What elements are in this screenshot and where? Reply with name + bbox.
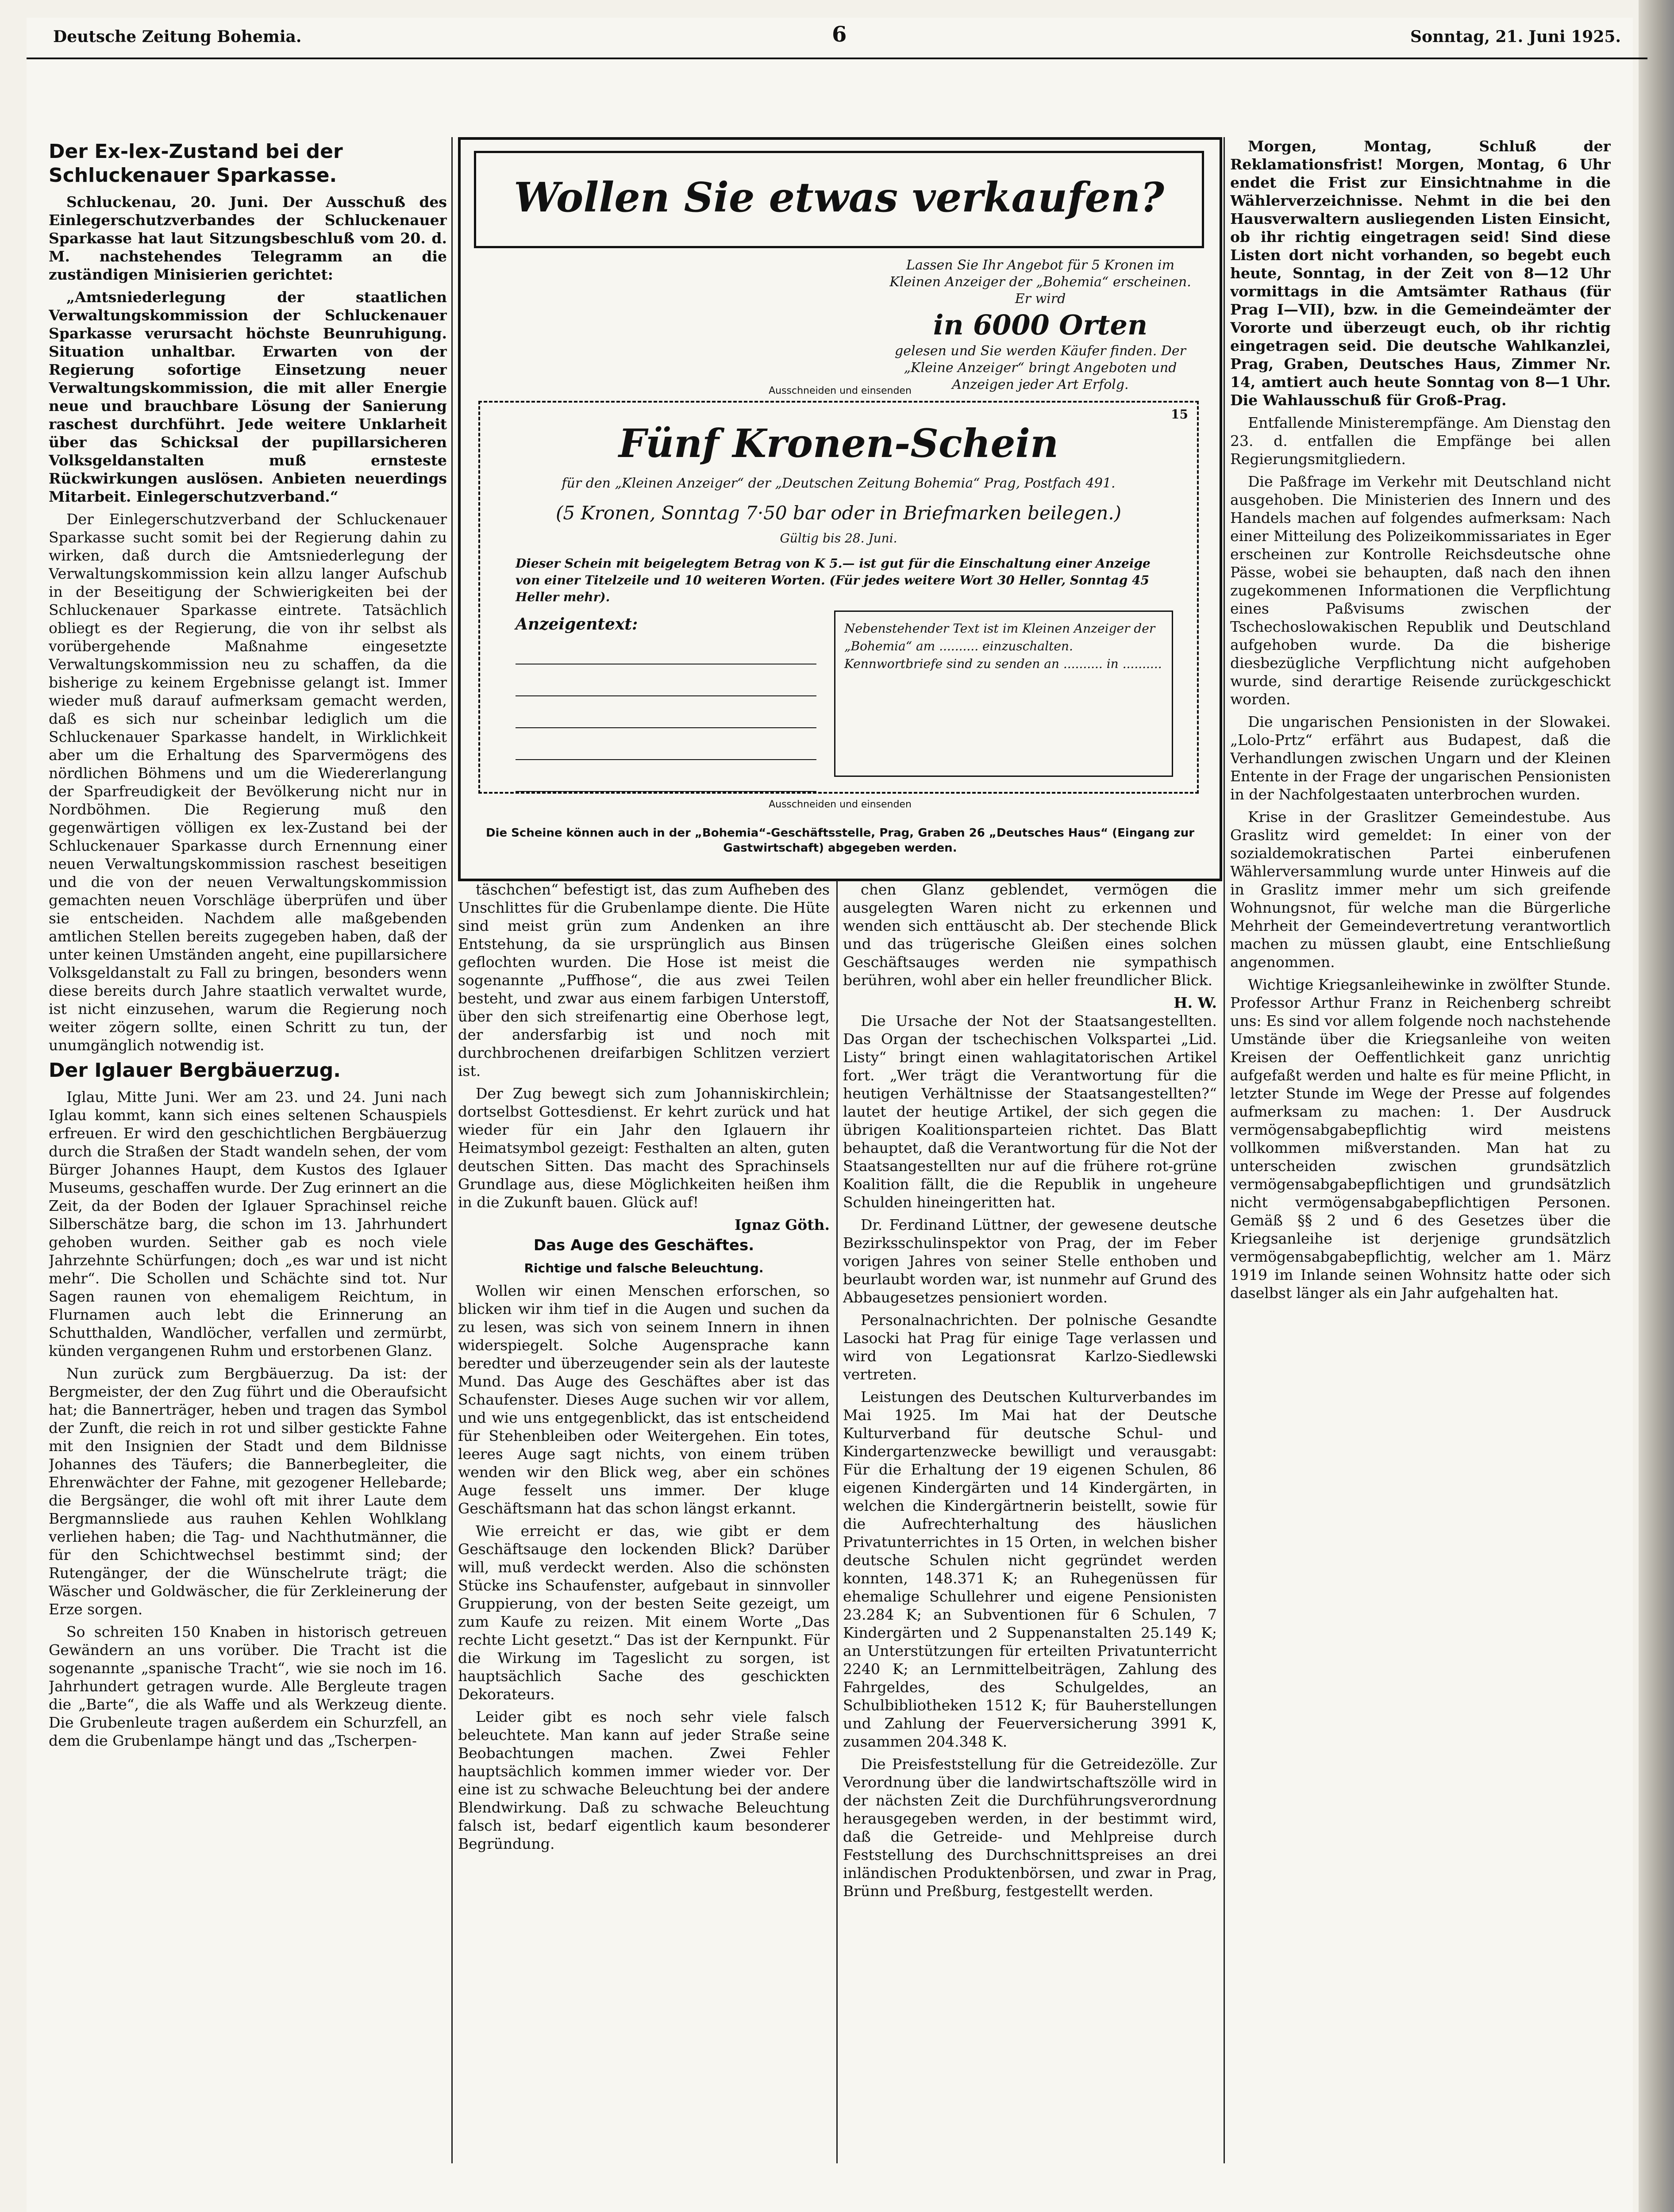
article-paragraph: Leider gibt es noch sehr viele falsch beleuchtete. Man kann auf jeder Straße seine Beobachtungen machen. Zwei Fehler hauptsächlich kommen immer wieder vor. Der eine ist zu schwache Beleuchtung bei der andere Blendwirkung. Daß zu schwache Beleuchtung falsch ist, bedarf eigentlich kaum besonderer Begründung.: [458, 1708, 830, 1852]
coupon-sidebox: [834, 611, 1173, 777]
ad-headline: Wollen Sie etwas verkaufen?: [474, 151, 1204, 248]
issue-date: Sonntag, 21. Juni 1925.: [1410, 27, 1621, 46]
coupon-validity: Gültig bis 28. Juni.: [780, 531, 897, 545]
column-rule: [1224, 137, 1225, 2163]
article-paragraph: Morgen, Montag, Schluß der Reklamationsfrist! Morgen, Montag, 6 Uhr endet die Frist zur Einsichtnahme in die Wählerverzeichnisse. Nehmt in die bei den Hausverwaltern ausliegenden Listen Einsicht, ob ihr richtig eingetragen seid! Sind diese Listen dort nicht vorhanden, so begebt euch heute, Sonntag, in der Zeit von 8—12 Uhr vormittags in die Amtsämter Rathaus (für Prag I—VII), bzw. in die Gemeindeämter der Vororte und überzeugt euch, ob ihr richtig eingetragen seid. Die deutsche Wahlkanzlei, Prag, Graben, Deutsches Haus, Zimmer Nr. 14, amtiert auch heute Sonntag von 8—1 Uhr. Die Wahlausschuß für Groß-Prag.: [1230, 138, 1611, 409]
article-paragraph: Iglau, Mitte Juni. Wer am 23. und 24. Juni nach Iglau kommt, kann sich eines seltenen Schauspiels erfreuen. Er wird den geschichtlichen Bergbäuerzug durch die Straßen der Stadt wandeln sehen, der vom Bürger Johannes Haupt, dem Kustos des Iglauer Museums, geschaffen wurde. Der Zug erinnert an die Zeit, da der Boden der Iglauer Sprachinsel reiche Silberschätze barg, die schon im 13. Jahrhundert gehoben wurden. Seither gab es noch viele Jahrzehnte Schürfungen; doch „es war und ist nicht mehr“. Die Schollen und Schächte sind tot. Nur Sagen raunen von ehemaligem Reichtum, in Flurnamen auch lebt die Erinnerung an Schutthalden, Wandlöcher, verfallen und zermürbt, künden vergangenen Ruhm und erstorbenen Glanz.: [49, 1088, 447, 1359]
article-paragraph: Der Einlegerschutzverband der Schluckenauer Sparkasse sucht somit bei der Regierung dahin zu wirken, daß durch die Amtsniederlegung der Verwaltungskommission kein allzu langer Aufschub in der Beseitigung der Schwierigkeiten bei der Schluckenauer Sparkasse eintrete. Tatsächlich obliegt es der Regierung, die von ihr selbst als vorübergehende Maßnahme eingesetzte Verwaltungskommission neu zu schaffen, da die bisherige zu keinem Ergebnisse gelangt ist. Immer wieder muß darauf aufmerksam gemacht werden, daß es sich nur scheinbar lediglich um die Schluckenauer Sparkasse handelt, in Wirklichkeit aber um die Erhaltung des Sparvermögens des nördlichen Böhmens und um die Wiedererlangung der Sparfreudigkeit der Bevölkerung nicht nur in Nordböhmen. Die Regierung muß den gegenwärtigen völligen ex lex-Zustand bei der Schluckenauer Sparkasse durch Ernennung einer neuen Verwaltungskommission raschest beseitigen und die von der neuen Verwaltungskommission gemachten neuen Vorschläge überprüfen und über sie entscheiden. Nachdem alle maßgebenden amtlichen Stellen bereits zugegeben haben, daß der unter keinen Umständen angeht, eine pupillarsichere Volksgeldanstalt zu Fall zu bringen, besonders wenn diese bereits durch Jahre staatlich verwaltet wurde, ist nicht einzusehen, warum die Regierung noch weiter zögern sollte, einen Schritt zu tun, der unumgänglich notwendig ist.: [49, 511, 447, 1054]
article-paragraph: So schreiten 150 Knaben in historisch getreuen Gewändern an uns vorüber. Die Tracht ist die sogenannte „spanische Tracht“, wie sie noch im 16. Jahrhundert getragen wurde. Alle Bergleute tragen die „Barte“, die als Waffe und als Werkzeug diente. Die Grubenleute tragen außerdem ein Schurzfell, an dem die Grubenlampe hängt und das „Tscherpen-: [49, 1623, 447, 1749]
article-paragraph: Schluckenau, 20. Juni. Der Ausschuß des Einlegerschutzverbandes der Schluckenauer Sparkasse hat laut Sitzungsbeschluß vom 20. d. M. nachstehendes Telegramm an die zuständigen Minisierien gerichtet:: [49, 193, 447, 283]
ad-text-label: Anzeigentext:: [516, 615, 638, 634]
author-signature: Ignaz Göth.: [734, 1216, 830, 1233]
coupon: [478, 401, 1199, 794]
paper-name: Deutsche Zeitung Bohemia.: [53, 27, 302, 46]
write-line: [516, 696, 816, 728]
article-headline: Der Iglauer Bergbäuerzug.: [49, 1059, 341, 1082]
article-paragraph: Personalnachrichten. Der polnische Gesandte Lasocki hat Prag für einige Tage verlassen und wird von Legationsrat Karlzo-Siedlewski vertreten.: [843, 1311, 1217, 1383]
ad-note: Die Scheine können auch in der „Bohemia“-Geschäftsstelle, Prag, Graben 26 „Deutsches Haus“ (Eingang zur Gastwirtschaft) abgegeben werden.: [485, 826, 1195, 855]
article-paragraph: Entfallende Ministerempfänge. Am Dienstag den 23. d. entfallen die Empfänge bei allen Regierungsmitgliedern.: [1230, 414, 1611, 468]
page-number: 6: [832, 22, 847, 47]
sidebox-text: Nebenstehender Text ist im Kleinen Anzeiger der „Bohemia“ am .......... einzuschalten. Kennwortbriefe sind zu senden an .......... in ..........: [844, 621, 1162, 671]
article-paragraph: Wollen wir einen Menschen erforschen, so blicken wir ihm tief in die Augen und suchen da zu lesen, was sich von seinem Innern in ihnen widerspiegelt. Solche Augensprache kann beredter und überzeugender sein als der lauteste Mund. Das Auge des Geschäftes aber ist das Schaufenster. Dieses Auge suchen wir vor allem, und wie uns entgegenblickt, das ist entscheidend für Stehenbleiben oder Weitergehen. Ein totes, leeres Auge sagt nichts, von einem trüben wenden wir den Blick weg, aber ein schönes Auge fesselt uns immer. Der kluge Geschäftsmann hat das schon längst erkannt.: [458, 1282, 830, 1517]
article-paragraph: Die Ursache der Not der Staatsangestellten. Das Organ der tschechischen Volkspartei „Lid. Listy“ bringt einen wahlagitatorischen Artikel fort. „Wer trägt die Verantwortung für die heutigen Verhältnisse der Staatsangestellten?“ lautet der heutige Artikel, der sich gegen die übrigen Koalitionsparteien richtet. Das Blatt behauptet, daß die Verantwortung für die Not der Staatsangestellten nur auf die frühere rot-grüne Koalition fällt, die die Republik in ungeheure Schulden hineingeritten hat.: [843, 1012, 1217, 1211]
article-paragraph: Leistungen des Deutschen Kulturverbandes im Mai 1925. Im Mai hat der Deutsche Kulturverband für deutsche Schul- und Kindergartenzwecke bewilligt und verausgabt: Für die Erhaltung der 19 eigenen Schulen, 86 eigenen Kindergärten und 14 Kindergärten, in welchen die Kindergärtnerin beistellt, sowie für die Aufrechterhaltung des häuslichen Privatunterrichtes in 15 Orten, in welchen bisher deutsche Schulen nicht gegründet werden konnten, 148.371 K; an Ruhegenüssen für ehemalige Schullehrer und eigene Pensionisten 23.284 K; an Subventionen für 6 Schulen, 7 Kindergärten und 2 Suppenanstalten 25.149 K; an Unterstützungen für erteilten Privatunterricht 2240 K; an Lernmittelbeiträgen, Zahlung des Fahrgeldes, des Schulgeldes, an Schulbibliotheken 1512 K; für Bauherstellungen und Zahlung der Feuerversicherung 3991 K, zusammen 204.348 K.: [843, 1388, 1217, 1750]
column-4: [1230, 137, 1611, 2163]
article-paragraph: Die ungarischen Pensionisten in der Slowakei. „Lolo-Prtz“ erfährt aus Budapest, daß die Verhandlungen zwischen Ungarn und der Kleinen Entente in der Frage der ungarischen Pensionisten in der Nachfolgestaaten unterbrochen wurden.: [1230, 713, 1611, 803]
article-paragraph: täschchen“ befestigt ist, das zum Aufheben des Unschlittes für die Grubenlampe diente. Die Hüte sind meist grün zum Andenken an ihre Entstehung, da sie ursprünglich aus Binsen geflochten wurden. Die Hose ist meist die sogenannte „Puffhose“, die aus zwei Teilen besteht, und zwar aus einem farbigen Unterstoff, über den sich streifenartig eine Oberhose legt, der andersfarbig ist und noch mit durchbrochenen dreifarbigen Schlitzen verziert ist.: [458, 881, 830, 1079]
coupon-number: 15: [1171, 407, 1188, 422]
write-line: [516, 728, 816, 760]
column-rule: [451, 137, 453, 2163]
ad-intro-tail: gelesen und Sie werden Käufer finden. Der „Kleine Anzeiger“ bringt Angeboten und Anzeigen jeder Art Erfolg.: [895, 343, 1186, 392]
article-paragraph: chen Glanz geblendet, vermögen die ausgelegten Waren nicht zu erkennen und wenden sich enttäuscht ab. Der stechende Blick und das trügerische Gleißen eines solchen Geschäftsauges werden nie sympathisch berühren, wohl aber ein heller freundlicher Blick.: [843, 881, 1217, 989]
article-headline: Das Auge des Geschäftes.: [533, 1237, 754, 1254]
article-paragraph: Wie erreicht er das, wie gibt er dem Geschäftsauge den lockenden Blick? Darüber will, muß verdeckt werden. Also die schönsten Stücke ins Schaufenster, aufgebaut in sinnvoller Gruppierung, von der besten Seite gezeigt, um zum Kaufe zu reizen. Mit einem Worte „Das rechte Licht gesetzt.“ Das ist der Kernpunkt. Für die Wirkung im Tageslicht zu sorgen, ist hauptsächlich Sache des geschickten Dekorateurs.: [458, 1522, 830, 1703]
author-signature: H. W.: [1174, 994, 1217, 1011]
coupon-subtitle: für den „Kleinen Anzeiger“ der „Deutschen Zeitung Bohemia“ Prag, Postfach 491.: [562, 476, 1116, 491]
article-paragraph: Dr. Ferdinand Lüttner, der gewesene deutsche Bezirksschulinspektor von Prag, der im Feber vorigen Jahres von seiner Stelle enthoben und beurlaubt worden war, ist nunmehr auf Grund des Abbaugesetzes pensioniert worden.: [843, 1216, 1217, 1306]
article-paragraph: Nun zurück zum Bergbäuerzug. Da ist: der Bergmeister, der den Zug führt und die Oberaufsicht hat; die Bannerträger, heben und tragen das Symbol der Zunft, die reich in rot und silber gestickte Fahne mit den Insignien der Stadt und dem Bildnisse Johannes des Täufers; die Bannerbegleiter, die Ehrenwächter der Fahne, mit gezogener Hellebarde; die Bergsänger, die wohl oft mit ihrer Laute dem Bergmannsliede aus rauhen Kehlen Wohlklang verliehen haben; die Tag- und Nachthutmänner, die für den Schichtwechsel bestimmt sind; der Rutengänger, der die Wünschelrute trägt; die Wäscher und Goldwäscher, die für Zerkleinerung der Erze sorgen.: [49, 1365, 447, 1618]
article-paragraph: Wichtige Kriegsanleihewinke in zwölfter Stunde. Professor Arthur Franz in Reichenberg schreibt uns: Es sind vor allem folgende noch nachstehende Umstände über die Kriegsanleihe von weiten Kreisen der Oeffentlichkeit ganz unrichtig aufgefaßt werden und halte es für meine Pflicht, in letzter Stunde im Wege der Presse auf folgendes aufmerksam zu machen: 1. Der Ausdruck vermögensabgabepflichtig wird meistens vollkommen mißverstanden. Man hat zu unterscheiden zwischen grundsätzlich vermögensabgabepflichtigen und grundsätzlich nicht vermögensabgabepflichtigen Personen. Gemäß §§ 2 und 6 des Gesetzes über die Kriegsanleihe ist derjenige grundsätzlich vermögensabgabepflichtig, welcher am 1. März 1919 im Inlande seinen Wohnsitz hatte oder sich daselbst länger als ein Jahr aufgehalten hat.: [1230, 976, 1611, 1302]
coupon-description: Dieser Schein mit beigelegtem Betrag von K 5.— ist gut für die Einschaltung einer Anzeige von einer Titelzeile und 10 weiteren Worten. (Für jedes weitere Wort 30 Heller, Sonntag 45 Heller mehr).: [516, 556, 1151, 604]
article-paragraph: Die Preisfeststellung für die Getreidezölle. Zur Verordnung über die landwirtschaftszölle wird in der nächsten Zeit die Durchführungsverordnung herausgegeben werden, in der bestimmt wird, daß die Getreide- und Mehlpreise durch Feststellung des Durchschnittspreises an drei inländischen Produktenbörsen, und zwar in Prag, Brünn und Preßburg, festgestellt werden.: [843, 1755, 1217, 1900]
write-line: [516, 760, 816, 792]
telegram-text: „Amtsniederlegung der staatlichen Verwaltungskommission der Schluckenauer Sparkasse verursacht höchste Beunruhigung. Situation unhaltbar. Erwarten von der Regierung sofortige Einsetzung neuer Verwaltungskommission, die mit aller Energie neue und brauchbare Lösung der Sanierung raschest durchführt. Jede weitere Unklarheit über das Schicksal der pupillarsicheren Volksgeldanstalten muß ernsteste Rückwirkungen auslösen. Anbieten neuerdings Mitarbeit. Einlegerschutzverband.“: [49, 288, 447, 505]
column-rule: [836, 880, 838, 2163]
column-3: [843, 880, 1217, 2163]
ad-intro-highlight: in 6000 Orten: [933, 309, 1148, 341]
coupon-title: Fünf Kronen-Schein: [619, 420, 1058, 466]
page-header: [27, 18, 1647, 59]
article-paragraph: Krise in der Graslitzer Gemeindestube. Aus Graslitz wird gemeldet: In einer von der sozialdemokratischen Partei einberufenen Wählerversammlung wurde unter Hinweis auf die in Graslitz immer mehr um sich greifende Wohnungsnot, für welche man die Bürgerliche Mehrheit der Gemeindevertretung verantwortlich machen zu müssen glaubt, eine Entschließung angenommen.: [1230, 808, 1611, 971]
write-line: [516, 633, 816, 664]
ad-text-lines: [516, 633, 816, 792]
page-binding-edge: [1639, 0, 1674, 2212]
column-2: [458, 880, 830, 2163]
coupon-price: (5 Kronen, Sonntag 7·50 bar oder in Briefmarken beilegen.): [555, 502, 1122, 524]
ad-intro: [885, 257, 1195, 393]
article-paragraph: Der Zug bewegt sich zum Johanniskirchlein; dortselbst Gottesdienst. Er kehrt zurück und hat wieder für ein Jahr den Iglauern ihr Heimatsymbol gezeigt: Festhalten an alten, guten deutschen Sitten. Das macht des Sprachinsels Grundlage aus, diese Möglichkeiten heißen ihm in die Zukunft bauen. Glück auf!: [458, 1085, 830, 1211]
article-subheadline: Richtige und falsche Beleuchtung.: [524, 1261, 764, 1275]
column-1: [49, 137, 447, 2163]
advertisement-box: [458, 137, 1222, 881]
cut-line-label: Ausschneiden und einsenden: [769, 799, 912, 810]
cut-line-label: Ausschneiden und einsenden: [769, 385, 912, 396]
ad-intro-text: Lassen Sie Ihr Angebot für 5 Kronen im Kleinen Anzeiger der „Bohemia“ erscheinen. Er wird: [889, 257, 1191, 307]
article-paragraph: Die Paßfrage im Verkehr mit Deutschland nicht ausgehoben. Die Ministerien des Innern und des Handels machen auf folgendes aufmerksam: Nach einer Mitteilung des Polizeikommissariates in Eger erscheinen zur Kontrolle Reichsdeutsche ohne Pässe, wobei sie behaupten, daß nach den ihnen zugekommenen Informationen die Verpflichtung eines Paßvisums zwischen der Tschechoslowakischen Republik und Deutschland aufgehoben wurde. Da die bisherige diesbezügliche Verpflichtung nicht aufgehoben wurde, sind derartige Reisende zurückgeschickt worden.: [1230, 473, 1611, 708]
article-headline: Der Ex-lex-Zustand bei der Schluckenauer Sparkasse.: [49, 140, 343, 187]
write-line: [516, 664, 816, 696]
